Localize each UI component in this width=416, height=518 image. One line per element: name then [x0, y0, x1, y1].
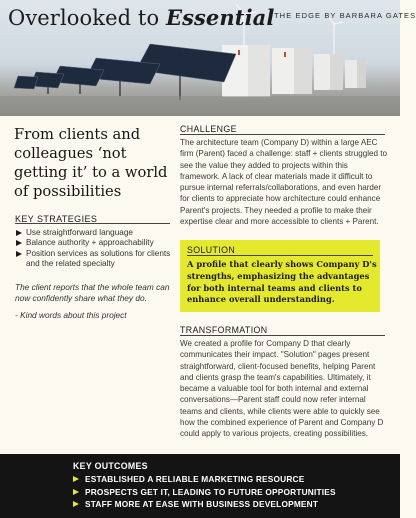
divider — [187, 255, 373, 256]
triangle-bullet-icon — [73, 489, 79, 495]
title-plain: Overlooked to — [8, 6, 166, 30]
triangle-bullet-icon — [16, 240, 22, 246]
client-quote: The client reports that the whole team can now confidently share what they do. — [15, 282, 170, 303]
solution-callout — [180, 240, 380, 312]
key-strategies-list — [15, 228, 175, 270]
transformation-text: We created a profile for Company D that clearly communicates their impact. "Solution" pages present straightforward, client-focused benefits, helping Parent and clients grasp the team's capabilities. Ultimately, it became a valuable tool for both internal and external conversations—Parent staff could now refer internal teams and clients, while clients were able to quickly see how the combined experience of Parent and Company D could apply to various projects, creating possibilities. — [180, 339, 384, 439]
list-item-label: Balance authority + approachability — [26, 238, 154, 248]
triangle-bullet-icon — [73, 501, 79, 507]
list-item-label: STAFF MORE AT EASE WITH BUSINESS DEVELOPMENT — [85, 499, 319, 510]
divider — [15, 223, 170, 224]
list-item — [15, 249, 175, 270]
key-strategies-title: KEY STRATEGIES — [15, 214, 98, 224]
list-item — [73, 486, 336, 499]
solution-title: SOLUTION — [187, 245, 236, 255]
triangle-bullet-icon — [16, 251, 22, 257]
headline: From clients and colleagues ‘not getting it’ to a world of possibilities — [14, 126, 168, 200]
title-emphasis: Essential — [165, 5, 275, 30]
list-item-label: Use straightforward language — [26, 228, 133, 237]
hero-banner — [0, 0, 416, 116]
challenge-text: The architecture team (Company D) within a large AEC firm (Parent) faced a challenge: staff + clients struggled to see the value they added to projects within this framework. A lack of clear materials made it difficult to pursue internal referrals/collaborations, and even harder for clients to appreciate how architecture could enhance Parent's projects. They needed a profile to make their expertise clear and more accessible to clients + Parent. — [180, 138, 388, 227]
divider — [180, 134, 385, 135]
key-outcomes-banner — [0, 454, 400, 518]
list-item — [15, 228, 175, 238]
transformation-title: TRANSFORMATION — [180, 325, 268, 335]
list-item-label: ESTABLISHED A RELIABLE MARKETING RESOURCE — [85, 474, 305, 484]
challenge-title: CHALLENGE — [180, 124, 237, 134]
triangle-bullet-icon — [73, 476, 79, 482]
key-outcomes-title: KEY OUTCOMES — [73, 461, 148, 471]
key-outcomes-list — [73, 473, 336, 511]
divider — [180, 335, 385, 336]
solution-text: A profile that clearly shows Company D's strengths, emphasizing the advantages for both internal teams and clients to enhance overall understanding. — [187, 259, 377, 305]
triangle-bullet-icon — [16, 230, 22, 236]
page-title — [8, 5, 274, 30]
list-item — [15, 238, 175, 248]
list-item-label: PROSPECTS GET IT, LEADING TO FUTURE OPPORTUNITIES — [85, 486, 336, 497]
brand-tagline: THE EDGE BY BARBARA GATES — [274, 11, 416, 20]
list-item — [73, 473, 336, 486]
list-item-label: Position services as solutions for clients and the related specialty — [26, 248, 171, 269]
quote-attribution: - Kind words about this project — [15, 310, 127, 320]
list-item — [73, 498, 336, 511]
